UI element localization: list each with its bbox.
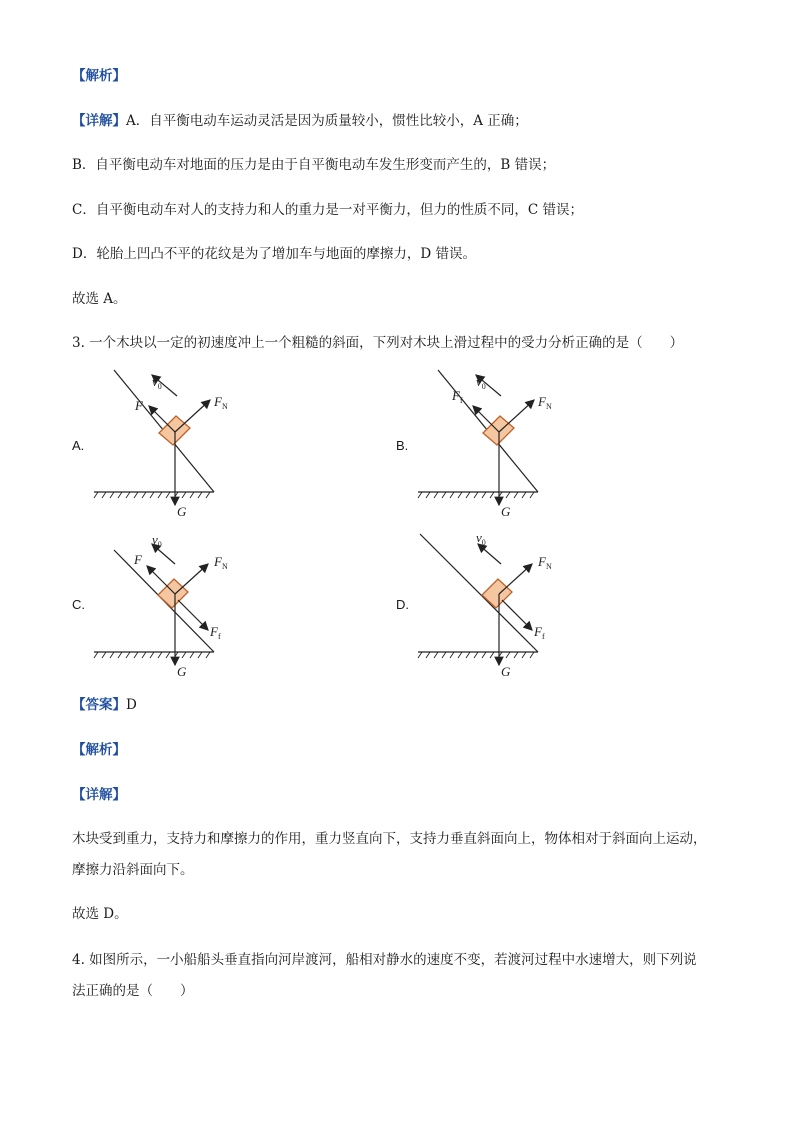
detail-line-2: 摩擦力沿斜面向下。 — [72, 862, 194, 878]
label-fn: $F_N$ — [214, 394, 228, 411]
wood-block — [482, 579, 512, 608]
answer-tag: 【答案】 — [72, 697, 126, 713]
ground-hatch — [94, 492, 210, 498]
velocity-arrow — [152, 544, 175, 564]
detail-a-text: A．自平衡电动车运动灵活是因为质量较小，惯性比较小，A 正确； — [126, 113, 528, 129]
option-a-label[interactable]: A. — [72, 438, 85, 453]
force-fn-arrow — [499, 564, 532, 594]
answer-line — [72, 695, 137, 715]
detail-tag: 【详解】 — [72, 113, 126, 129]
force-fn-arrow — [175, 564, 208, 594]
detail-line-1: 木块受到重力，支持力和摩擦力的作用，重力竖直向下，支持力垂直斜面向上，物体相对于斜面向上运动， — [72, 831, 707, 847]
label-g: G — [177, 504, 187, 519]
label-v0: $v_0$ — [476, 374, 486, 391]
option-d-label[interactable]: D. — [396, 597, 409, 612]
figure-option-b — [414, 370, 554, 520]
question4-stem-line2: 法正确的是（ ） — [72, 983, 194, 999]
ground-hatch — [94, 652, 210, 658]
label-fn: $F_N$ — [538, 394, 552, 411]
conclusion-q3: 故选 D。 — [72, 906, 128, 922]
force-ff-arrow — [178, 600, 208, 630]
option-b-label[interactable]: B. — [396, 438, 409, 453]
label-ff: $F_f$ — [210, 624, 221, 641]
detail-option-b: B．自平衡电动车对地面的压力是由于自平衡电动车发生形变而产生的，B 错误； — [72, 157, 556, 173]
analysis-heading-q3: 【解析】 — [72, 742, 126, 758]
analysis-heading: 【解析】 — [72, 68, 126, 84]
label-g: G — [177, 664, 187, 679]
answer-value: D — [126, 697, 137, 713]
question4-stem-line1: 4. 如图所示，一小船船头垂直指向河岸渡河，船相对静水的速度不变，若渡河过程中水速增大，则下列说 — [72, 952, 697, 968]
figure-option-a — [90, 370, 230, 520]
label-v0: $v_0$ — [152, 374, 162, 391]
wood-block — [158, 579, 188, 608]
force-ff-arrow — [502, 600, 532, 630]
label-f: F — [134, 552, 142, 567]
label-ff: $F_f$ — [452, 388, 463, 405]
figure-option-c — [90, 530, 250, 680]
detail-heading-q3: 【详解】 — [72, 787, 126, 803]
force-f-arrow — [147, 566, 175, 594]
detail-option-c: C．自平衡电动车对人的支持力和人的重力是一对平衡力，但力的性质不同，C 错误； — [72, 202, 583, 218]
ground-hatch — [418, 492, 534, 498]
force-fn-arrow — [499, 400, 534, 432]
figure-option-d — [414, 530, 574, 680]
velocity-arrow — [478, 544, 501, 564]
label-g: G — [501, 664, 511, 679]
label-fn: $F_N$ — [538, 554, 552, 571]
label-ff: $F_f$ — [534, 624, 545, 641]
label-v0: $v_0$ — [476, 530, 486, 547]
force-fn-arrow — [175, 400, 210, 432]
option-c-label[interactable]: C. — [72, 597, 85, 612]
label-f: F — [135, 398, 143, 413]
detail-option-d: D．轮胎上凹凸不平的花纹是为了增加车与地面的摩擦力，D 错误。 — [72, 246, 476, 262]
label-fn: $F_N$ — [214, 554, 228, 571]
incline — [420, 534, 538, 652]
label-v0: $v_0$ — [152, 532, 162, 549]
ground-hatch — [418, 652, 534, 658]
detail-option-a — [72, 111, 528, 131]
label-g: G — [501, 504, 511, 519]
question3-stem: 3. 一个木块以一定的初速度冲上一个粗糙的斜面，下列对木块上滑过程中的受力分析正确的是（ ） — [72, 335, 684, 351]
conclusion: 故选 A。 — [72, 291, 127, 307]
